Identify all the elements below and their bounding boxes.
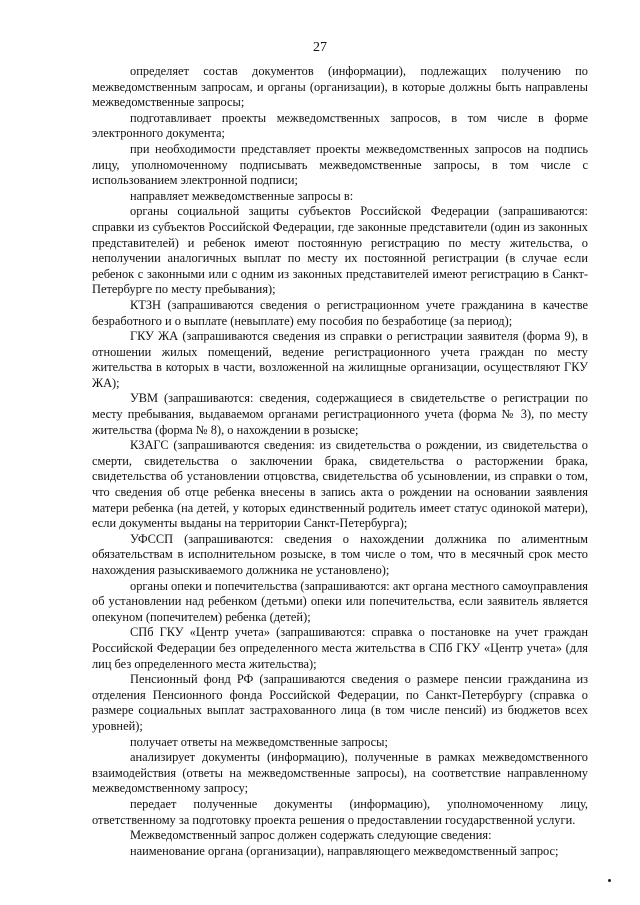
paragraph: анализирует документы (информацию), полученные в рамках межведомственного взаимодействия (ответы на межведомственные запросы), на соответствие направленному межведомственному запросу; [92,750,588,796]
paragraph: получает ответы на межведомственные запросы; [130,734,388,749]
paragraph: КЗАГС (запрашиваются сведения: из свидетельства о рождении, из свидетельства о смерти, свидетельства о заключении брака, свидетельства о расторжении брака, свидетельства об установлении отцовства, свидетельства об усыновлении, из справки о том, что сведения об отце ребенка внесены в запись акта о рождении на основании заявления матери ребенка (на детей, у которых единственный родитель имеет статус одинокой матери), если документы выданы на территории Санкт-Петербурга); [92,438,588,531]
paragraph: ГКУ ЖА (запрашиваются сведения из справки о регистрации заявителя (форма 9), в отношении жилых помещений, ведение регистрационного учета граждан по месту жительства в которых в части, возложенной на жилищные организации, осуществляют ГКУ ЖА); [92,329,588,390]
page-number: 27 [313,40,327,55]
paragraph: Межведомственный запрос должен содержать следующие сведения: [130,828,492,843]
paragraph: СПб ГКУ «Центр учета» (запрашиваются: справка о постановке на учет граждан Российской Федерации без определенного места жительства в СПб ГКУ «Центр учета» (для лиц без определенного места жительства); [92,625,588,671]
scan-speck [608,879,611,882]
paragraph: КТЗН (запрашиваются сведения о регистрационном учете гражданина в качестве безработного и о выплате (невыплате) ему пособия по безработице (за период); [92,297,588,328]
paragraph: подготавливает проекты межведомственных запросов, в том числе в форме электронного документа; [92,110,588,141]
paragraph: направляет межведомственные запросы в: [130,188,354,203]
paragraph: УФССП (запрашиваются: сведения о нахождении должника по алиментным обязательствам в исполнительном розыске, в том числе о том, что в месячный срок место нахождения разыскиваемого должника не установлено); [92,531,588,577]
paragraph: наименование органа (организации), направляющего межведомственный запрос; [130,843,559,858]
paragraph: при необходимости представляет проекты межведомственных запросов на подпись лицу, уполномоченному подписывать межведомственные запросы, в том числе с использованием электронной подписи; [92,141,588,188]
paragraph: Пенсионный фонд РФ (запрашиваются сведения о размере пенсии гражданина из отделения Пенсионного фонда Российской Федерации, по Санкт-Петербургу (справка о размере социальных выплат застрахованного лица (в том числе пенсий) из бюджетов всех уровней); [92,672,588,733]
body-text [92,64,588,859]
paragraph: определяет состав документов (информации), подлежащих получению по межведомственным запросам, и органы (организации), в которые должны быть направлены межведомственные запросы; [92,64,588,110]
paragraph: органы социальной защиты субъектов Российской Федерации (запрашиваются: справки из субъектов Российской Федерации, где законные представители (один из законных представителей) и ребенок имеют постоянную регистрацию по месту жительства, о неполучении аналогичных выплат по месту их постоянной регистрации (в случае если ребенок с законными или с одним из законных представителей имеют регистрацию в Санкт-Петербурге по месту пребывания); [92,204,588,297]
paragraph: УВМ (запрашиваются: сведения, содержащиеся в свидетельстве о регистрации по месту пребывания, выдаваемом органами регистрационного учета (форма № 3), по месту жительства (форма № 8), о нахождении в розыске; [92,391,588,437]
paragraph: передает полученные документы (информацию), уполномоченному лицу, ответственному за подготовку проекта решения о предоставлении государственной услуги. [92,796,588,827]
paragraph: органы опеки и попечительства (запрашиваются: акт органа местного самоуправления об установлении над ребенком (детьми) опеки или попечительства, если заявитель является опекуном (попечителем) ребенка (детей); [92,578,588,624]
